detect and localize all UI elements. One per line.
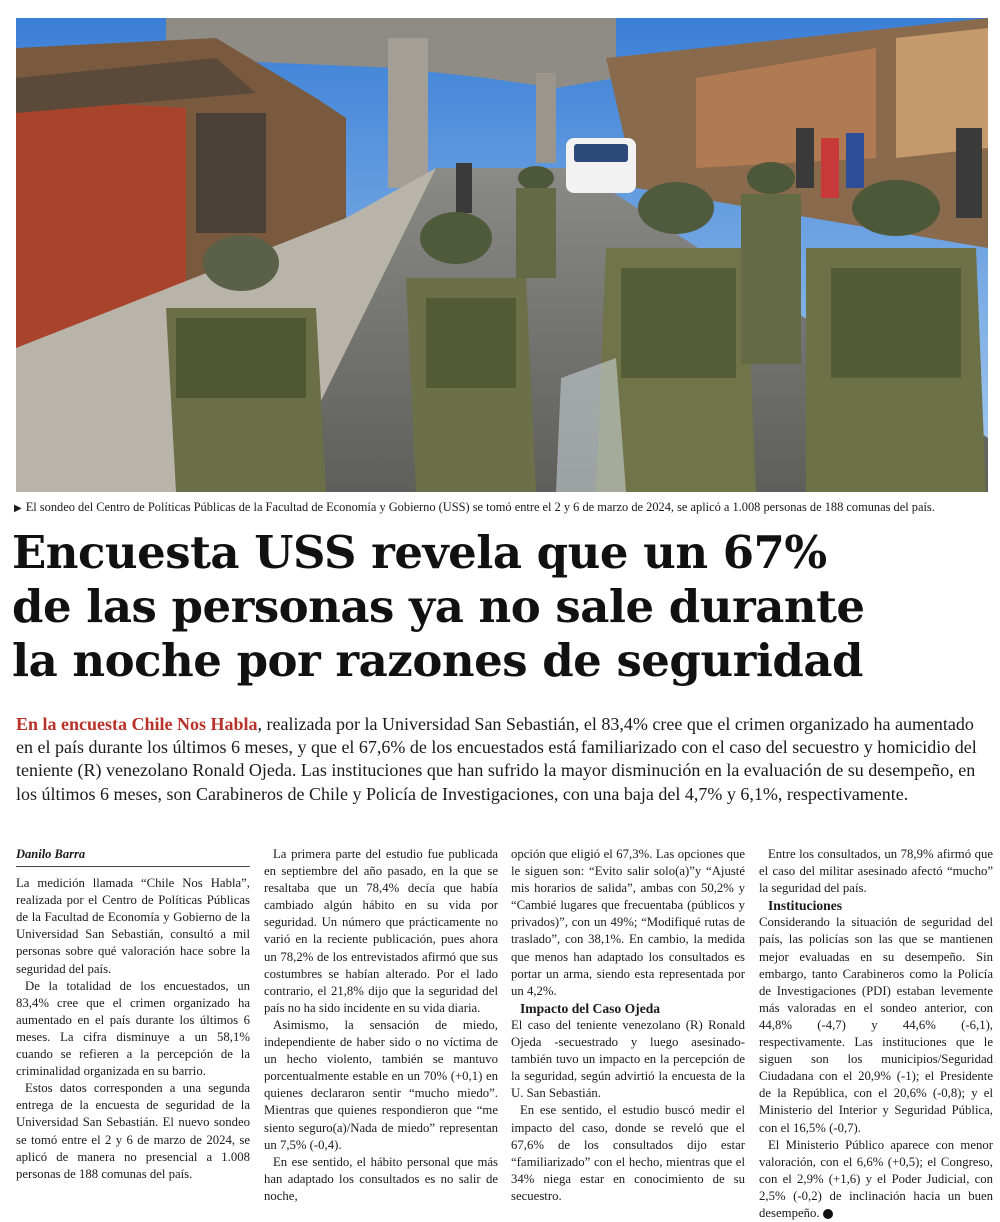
- body-paragraph: Considerando la situación de seguridad del país, las policías son las que se mantienen mejor evaluadas en su desempeño. Sin embargo, tanto Carabineros como la Policía de Investigaciones (PDI) estaban levemente más valoradas en el sondeo anterior, con 44,8% (-4,7) y 44,6% (-6,1), respectivamente. Las instituciones que le siguen son los municipios/Seguridad Ciudadana con el 20,9% (-1); el Presidente de la República, con el 20,6% (-0,8); y el Ministerio del Interior y Seguridad Pública, con el 16,5% (-0,7).: [759, 915, 993, 1135]
- lead-kicker: En la encuesta Chile Nos Habla: [16, 714, 258, 734]
- article-column-4: [759, 846, 993, 1222]
- lead-paragraph: [16, 713, 988, 806]
- end-of-article-icon: [823, 1209, 833, 1219]
- author-byline: Danilo Barra: [16, 846, 250, 867]
- body-paragraph: En ese sentido, el estudio buscó medir el impacto del caso, donde se reveló que el 67,6% de los consultados dijo estar “familiarizado” con el hecho, mientras que el 34% niega estar en conocimiento de su secuestro.: [511, 1103, 745, 1203]
- photo-caption: [14, 499, 994, 517]
- body-paragraph: El caso del teniente venezolano (R) Ronald Ojeda -secuestrado y luego asesinado- también tuvo un impacto en la percepción de la seguridad, según advirtió la encuesta de la U. San Sebastián.: [511, 1017, 745, 1101]
- article-column-3: [511, 846, 745, 1205]
- lead-text: , realizada por la Universidad San Sebastián, el 83,4% cree que el crimen organizado ha aumentado en el país durante los últimos 6 meses, y que el 67,6% de los encuestados está familiarizado con el caso del secuestro y homicidio del teniente (R) venezolano Ronald Ojeda. Las instituciones que han sufrido la mayor disminución en la evaluación de su desempeño, en los últimos 6 meses, son Carabineros de Chile y Policía de Investigaciones, con una baja del 4,7% y 6,1%, respectivamente.: [16, 714, 977, 804]
- body-paragraph: La medición llamada “Chile Nos Habla”, realizada por el Centro de Políticas Públicas de la Facultad de Economía y Gobierno de la Universidad San Sebastián, consultó a mil personas sobre qué valoración hace sobre la seguridad del país.: [16, 876, 250, 976]
- body-paragraph: La primera parte del estudio fue publicada en septiembre del año pasado, en la que se resaltaba que un 78,4% decía que había cambiado algún hábito en su vida por seguridad. Un número que prácticamente no varió en la reciente publicación, pues ahora un 78,2% de los entrevistados afirmó que sus costumbres se habían alterado. Por el lado contrario, el 21,8% dijo que la seguridad del país no ha sido incidente en su vida diaria.: [264, 847, 498, 1015]
- headline-line-3: la noche por razones de seguridad: [12, 634, 864, 687]
- article-column-2: [264, 846, 498, 1205]
- caption-text: El sondeo del Centro de Políticas Públicas de la Facultad de Economía y Gobierno (USS) se tomó entre el 2 y 6 de marzo de 2024, se aplicó a 1.008 personas de 188 comunas del país.: [25, 500, 935, 514]
- headline-line-2: de las personas ya no sale durante: [12, 580, 865, 633]
- body-paragraph: [759, 1137, 993, 1222]
- body-paragraph: En ese sentido, el hábito personal que más han adaptado los consultados es no salir de noche,: [264, 1154, 498, 1203]
- headline: [12, 526, 952, 688]
- caption-triangle-icon: ▶: [14, 503, 22, 514]
- section-subhead: Impacto del Caso Ojeda: [520, 1000, 661, 1016]
- article-column-1: [16, 846, 250, 1183]
- body-paragraph: De la totalidad de los encuestados, un 83,4% cree que el crimen organizado ha aumentado en el país durante los últimos 6 meses. La cifra disminuye a un 58,1% cuando se refieren a la percepción de la criminalidad organizada en su barrio.: [16, 978, 250, 1079]
- police-street-scene-photo: [16, 18, 988, 492]
- body-paragraph: Asimismo, la sensación de miedo, independiente de haber sido o no víctima de un hecho violento, también se mantuvo porcentualmente estable en un 70% (+0,1) en quienes declararon sentir “mucho miedo”. Mientras que quienes respondieron que “me siento seguro(a)/Nada de miedo” representan un 7,5% (-0,4).: [264, 1017, 498, 1152]
- body-paragraph: opción que eligió el 67,3%. Las opciones que le siguen son: “Evito salir solo(a)”y “Ajusté mis horarios de salida”, ambas con 50,2% y “Cambié lugares que frecuentaba (públicos y privados)”, con un 49%; “Modifiqué rutas de traslado”, con 38,1%. En cambio, la medida que menos han adaptado los consultados es portar un arma, siendo esta representada por un 4,2%.: [511, 847, 745, 998]
- final-paragraph-text: El Ministerio Público aparece con menor valoración, con el 6,6% (+0,5); el Congreso, con el 2,9% (+1,6) y el Poder Judicial, con 2,5% (-0,2) de inclinación hacia un buen desempeño.: [759, 1137, 993, 1220]
- body-paragraph: Estos datos corresponden a una segunda entrega de la encuesta de seguridad de la Universidad San Sebastián. El nuevo sondeo se tomó entre el 2 y 6 de marzo de 2024, se aplicó de manera no presencial a 1.008 personas de 188 comunas del país.: [16, 1081, 250, 1181]
- body-paragraph: Entre los consultados, un 78,9% afirmó que el caso del militar asesinado afectó “mucho” la seguridad del país.: [759, 847, 993, 896]
- headline-line-1: Encuesta USS revela que un 67%: [12, 526, 827, 579]
- section-subhead: Instituciones: [768, 898, 843, 914]
